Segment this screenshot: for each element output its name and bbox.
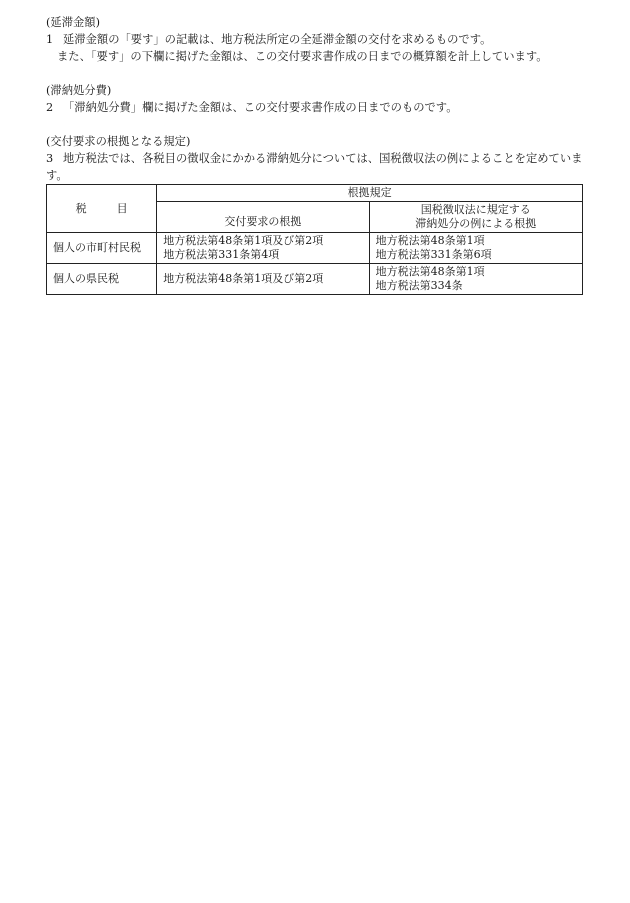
header-tax-item-char-b: 目 xyxy=(116,201,128,215)
header-disposition-basis-line2: 滞納処分の例による根拠 xyxy=(415,217,537,230)
paragraph-text: 延滞金額の「要す」の記載は、地方税法所定の全延滞金額の交付を求めるものです。 xyxy=(63,33,492,46)
paragraph-2 xyxy=(46,99,586,116)
legal-basis-table xyxy=(46,184,583,295)
table-row xyxy=(47,233,583,264)
disposition-basis-line: 地方税法第331条第6項 xyxy=(375,248,492,261)
document-page xyxy=(46,14,586,295)
section-heading-disposition-costs: (滞納処分費) xyxy=(46,84,112,97)
section-heading-delinquency-amount: (延滞金額) xyxy=(46,16,101,29)
grant-basis-cell xyxy=(157,264,369,295)
header-grant-basis: 交付要求の根拠 xyxy=(157,202,369,233)
grant-basis-line: 地方税法第48条第1項及び第2項 xyxy=(163,234,324,247)
disposition-basis-line: 地方税法第48条第1項 xyxy=(375,265,485,278)
paragraph-number: 1 xyxy=(46,33,54,46)
header-disposition-basis xyxy=(369,202,582,233)
disposition-basis-cell xyxy=(369,233,582,264)
grant-basis-line: 地方税法第331条第4項 xyxy=(163,248,280,261)
spacer xyxy=(46,116,586,133)
header-tax-item xyxy=(47,185,157,233)
paragraph-text: また、「要す」の下欄に掲げた金額は、この交付要求書作成の日までの概算額を計上しています。 xyxy=(57,50,548,63)
section-heading-legal-basis: (交付要求の根拠となる規定) xyxy=(46,135,191,148)
paragraph-text: 「滞納処分費」欄に掲げた金額は、この交付要求書作成の日までのものです。 xyxy=(63,101,458,114)
paragraph-1 xyxy=(46,31,586,48)
paragraph-3 xyxy=(46,150,583,184)
header-tax-item-char-a: 税 xyxy=(75,201,87,215)
tax-name-cell: 個人の県民税 xyxy=(47,264,157,295)
paragraph-text: 地方税法では、各税目の徴収金にかかる滞納処分については、国税徴収法の例によることを定めています。 xyxy=(46,152,583,182)
tax-name-cell: 個人の市町村民税 xyxy=(47,233,157,264)
paragraph-number: 3 xyxy=(46,152,54,165)
table-header-row xyxy=(47,185,583,202)
spacer xyxy=(46,65,586,82)
table-row xyxy=(47,264,583,295)
disposition-basis-cell xyxy=(369,264,582,295)
disposition-basis-line: 地方税法第48条第1項 xyxy=(375,234,485,247)
paragraph-number: 2 xyxy=(46,101,54,114)
grant-basis-line: 地方税法第48条第1項及び第2項 xyxy=(163,272,324,285)
header-legal-basis-group: 根拠規定 xyxy=(157,185,583,202)
header-disposition-basis-line1: 国税徴収法に規定する xyxy=(420,203,531,216)
paragraph-1-continued xyxy=(46,48,586,65)
disposition-basis-line: 地方税法第334条 xyxy=(375,279,463,292)
grant-basis-cell xyxy=(157,233,369,264)
